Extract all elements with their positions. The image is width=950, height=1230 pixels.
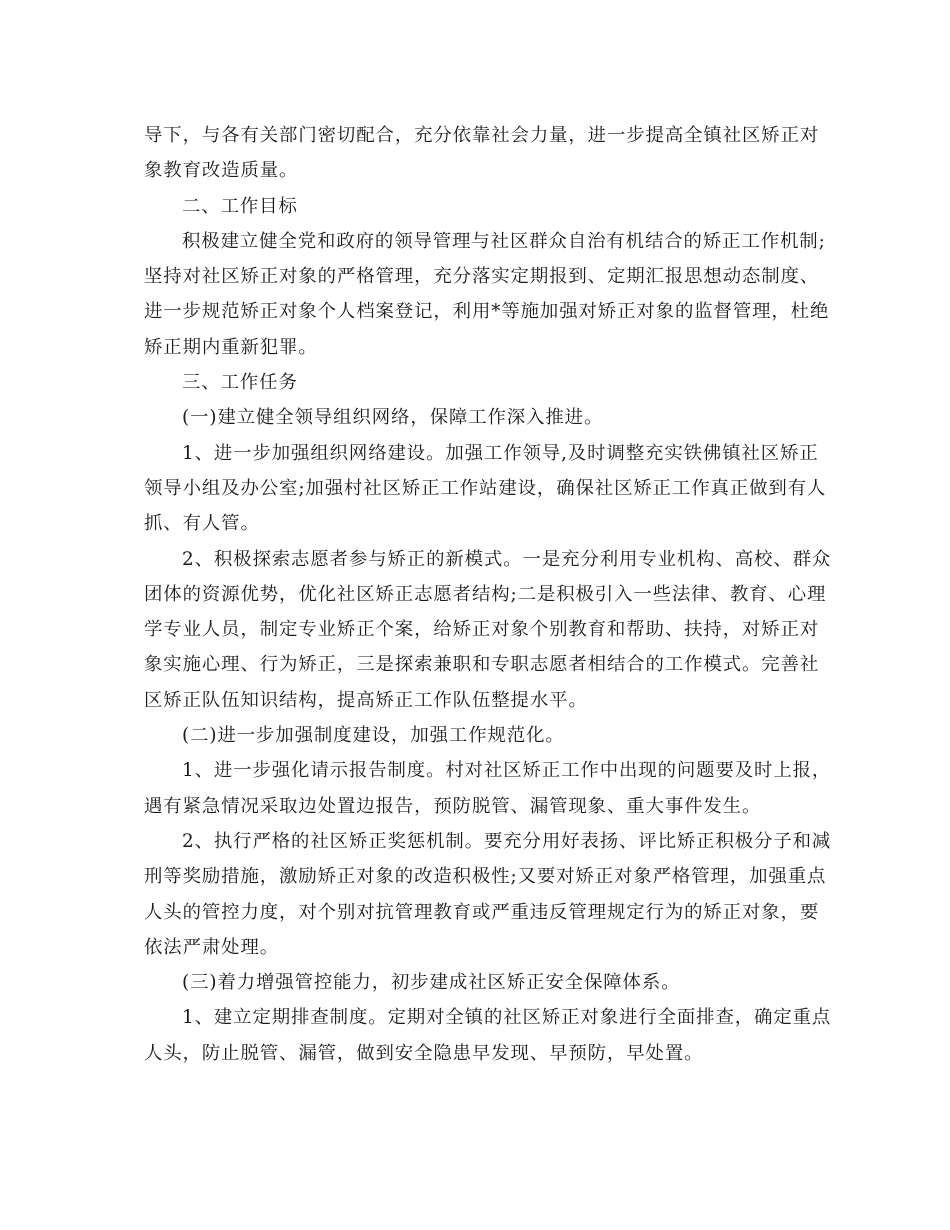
text-line: 象实施心理、行为矫正，三是探索兼职和专职志愿者相结合的工作模式。完善社 <box>144 654 820 676</box>
section-heading: 三、工作任务 <box>182 372 298 394</box>
text-line: 1、建立定期排查制度。定期对全镇的社区矫正对象进行全面排查，确定重点 <box>182 1007 832 1029</box>
text-line: 2、积极探索志愿者参与矫正的新模式。一是充分利用专业机构、高校、群众 <box>182 548 832 570</box>
section-heading: 二、工作目标 <box>182 195 298 217</box>
text-line: 依法严肃处理。 <box>144 936 280 958</box>
subsection-heading: (三)着力增强管控能力，初步建成社区矫正安全保障体系。 <box>182 972 681 994</box>
text-line: 区矫正队伍知识结构，提高矫正工作队伍整提水平。 <box>144 689 588 711</box>
text-line: 导下，与各有关部门密切配合，充分依靠社会力量，进一步提高全镇社区矫正对 <box>144 125 820 146</box>
text-line: 进一步规范矫正对象个人档案登记，利用*等施加强对矫正对象的监督管理，杜绝 <box>144 301 830 323</box>
text-line: 积极建立健全党和政府的领导管理与社区群众自治有机结合的矫正工作机制; <box>182 230 826 252</box>
text-line: 人头的管控力度，对个别对抗管理教育或严重违反管理规定行为的矫正对象，要 <box>144 901 820 923</box>
text-line: 领导小组及办公室;加强村社区矫正工作站建设，确保社区矫正工作真正做到有人 <box>144 477 827 499</box>
text-line: 2、执行严格的社区矫正奖惩机制。要充分用好表扬、评比矫正积极分子和减 <box>182 830 832 852</box>
text-line: 坚持对社区矫正对象的严格管理，充分落实定期报到、定期汇报思想动态制度、 <box>144 266 820 288</box>
text-line: 学专业人员，制定专业矫正个案，给矫正对象个别教育和帮助、扶持，对矫正对 <box>144 619 820 641</box>
subsection-heading: (一)建立健全领导组织网络，保障工作深入推进。 <box>182 407 604 429</box>
text-line: 遇有紧急情况采取边处置边报告，预防脱管、漏管现象、重大事件发生。 <box>144 795 762 817</box>
text-line: 象教育改造质量。 <box>144 160 299 182</box>
text-line: 抓、有人管。 <box>144 513 260 535</box>
text-line: 团体的资源优势，优化社区矫正志愿者结构;二是积极引入一些法律、教育、心理 <box>144 583 827 605</box>
subsection-heading: (二)进一步加强制度建设，加强工作规范化。 <box>182 725 565 747</box>
text-line: 刑等奖励措施，激励矫正对象的改造积极性;又要对矫正对象严格管理，加强重点 <box>144 866 827 888</box>
document-body <box>144 118 832 1071</box>
text-line: 1、进一步强化请示报告制度。村对社区矫正工作中出现的问题要及时上报， <box>182 760 832 782</box>
text-line: 人头，防止脱管、漏管，做到安全隐患早发现、早预防，早处置。 <box>144 1042 704 1064</box>
text-line: 1、进一步加强组织网络建设。加强工作领导,及时调整充实铁佛镇社区矫正 <box>182 442 819 464</box>
text-line: 矫正期内重新犯罪。 <box>144 336 318 358</box>
